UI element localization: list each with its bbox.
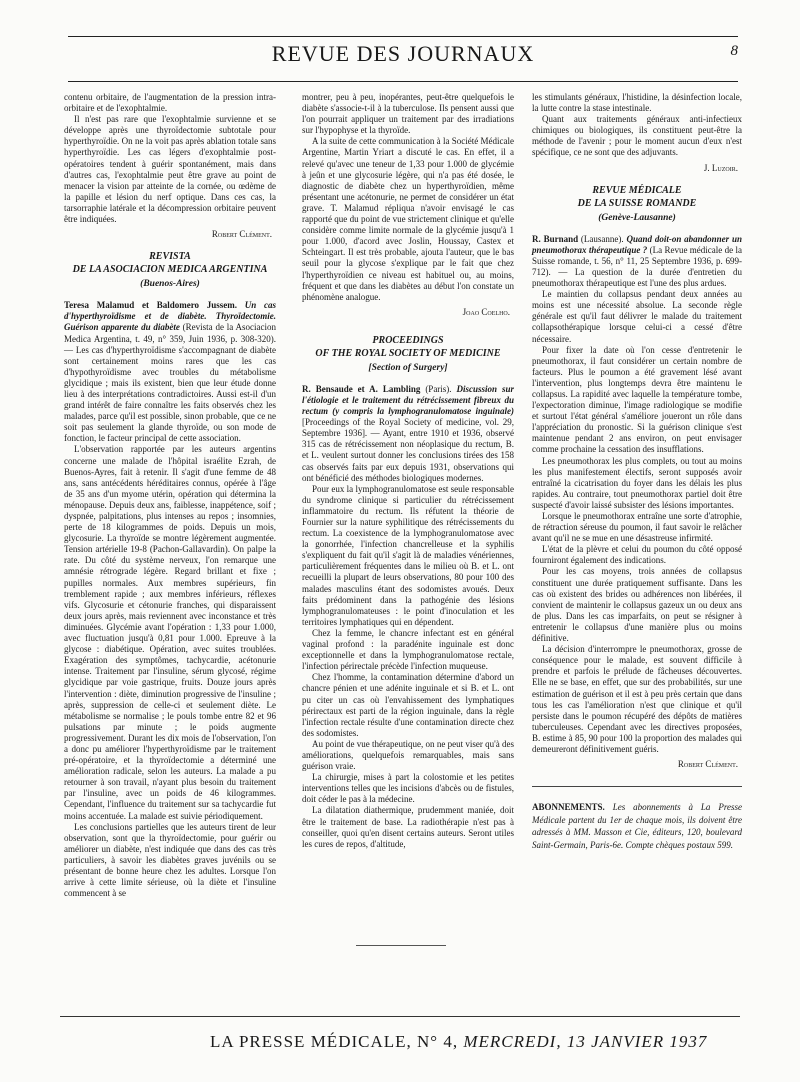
- article-entry: [64, 300, 276, 444]
- article-title: Quand doit-on abandonner un pneumothorax thérapeutique ?: [532, 233, 742, 255]
- paragraph: La chirurgie, mises à part la colostomie et les petites interventions telles que les incisions d'abcès ou de fistules, doit céder le pas à la médecine.: [302, 772, 514, 805]
- footer-text: [210, 1032, 707, 1052]
- journal-heading: PROCEEDINGS: [372, 334, 444, 346]
- column-1: [64, 92, 276, 899]
- article-authors: R. Burnand: [532, 233, 579, 244]
- paragraph: La décision d'interrompre le pneumothorax, grosse de conséquence pour le malade, est souvent difficile à prendre et parfois le prélude de fâcheuses découvertes. Elle ne se base, en effet, que sur des probabilités, sur une estimation de guérison et il est à peu près certain que dans tous les cas l'amélioration n'est que clinique et qu'il persiste dans le poumon récupéré des dépôts de matières tuberculeuses. Cependant avec les directives proposées, B. estime à 85, 90 pour 100 la proportion des malades qui demeureront définitivement guéris.: [532, 644, 742, 754]
- paragraph: Lorsque le pneumothorax entraîne une sorte d'atrophie, de rétraction séreuse du poumon, il faut savoir le relâcher avant qu'il ne se mue en une désastreuse infirmité.: [532, 511, 742, 544]
- paragraph: Il n'est pas rare que l'exophtalmie survienne et se développe après une thyroïdectomie subtotale pour hyperthyroïdie. On ne la voit pas après ablation totale sans hyperthyroïdie. Les cas légers d'exophtalmie post-opératoires tendent à guérir spontanément, mais dans d'autres cas, l'exophtalmie peut être grave au point de menacer la vision par atteinte de la cornée, ou œdème de la papille et lésion du nerf optique. Dans ces cas, la tarsorraphie latérale et la décompression orbitaire peuvent être indiquées.: [64, 114, 276, 225]
- article-city: (Lausanne).: [580, 233, 624, 244]
- article-authors: R. Bensaude et A. Lambling: [302, 383, 421, 394]
- paragraph: La dilatation diathermique, prudemment maniée, doit être le traitement de base. La radiothérapie n'est pas à conseiller, quoi qu'en disent certains auteurs. Seront utiles les cures de repos, d'altitude,: [302, 805, 514, 849]
- journal-heading-line2: DE LA ASOCIACION MEDICA ARGENTINA: [72, 264, 268, 276]
- article-reference: [Proceedings of the Royal Society of medicine, vol. 29, Septembre 1936]. — Ayant, entre 1910 et 1936, observé 315 cas de rétrécissement non néoplasique du rectum, B. et L. veulent surtout donner les conclusions tirées des 158 cas observés faits par eux depuis 1931, observations qui ont bénéficié des méthodes biologiques modernes.: [302, 417, 514, 483]
- subscription-label: ABONNEMENTS.: [532, 802, 605, 813]
- journal-city: (Genève-Lausanne): [598, 212, 676, 223]
- journal-heading-line2: DE LA SUISSE ROMANDE: [577, 197, 697, 209]
- paragraph: Au point de vue thérapeutique, on ne peut viser qu'à des améliorations, quelquefois remarquables, mais sans guérison vraie.: [302, 738, 514, 772]
- article-reference: (Revista de la Asociacion Medica Argentina, t. 49, n° 359, Juin 1936, p. 308-320). — Les cas d'hyperthyroïdisme s'accompagnant de diabète sont certainement moins rares que les cas d'hypothyroïdisme avec troubles du métabolisme glycidique ; mais ils existent, bien que leur étude donne lieu à des interprétations contradictoires. Aussi est-il d'un grand intérêt de faire connaître les faits observés chez les malades, parce qu'il est possible, sinon probable, que ce ne soit pas seulement la glande thyroïde, ou son mode de fonction, le facteur principal de cette association.: [64, 322, 277, 444]
- page-header: [68, 36, 738, 82]
- author-signature: Robert Clément.: [677, 759, 738, 770]
- subscription-text: Les abonnements à La Presse Médicale partent du 1er de chaque mois, ils doivent être adressés à MM. Masson et Cie, éditeurs, 120, boulevard Saint-Germain, Paris-6e. Compte chèques postaux 599.: [532, 802, 742, 850]
- journal-heading-line2: OF THE ROYAL SOCIETY OF MEDICINE: [315, 347, 501, 359]
- footer-day: MERCREDI,: [463, 1032, 562, 1051]
- paragraph: les stimulants généraux, l'histidine, la désinfection locale, la lutte contre la stase intestinale.: [532, 92, 742, 114]
- journal-section: [Section of Surgery]: [368, 362, 448, 373]
- article-entry: [302, 384, 514, 484]
- article-authors: Teresa Malamud et Baldomero Jussem.: [64, 300, 238, 311]
- section-title: REVUE DES JOURNAUX: [271, 41, 535, 66]
- paragraph: Chez l'homme, la contamination détermine d'abord un chancre pénien et une adénite inguinale et si B. et L. ont pu citer un cas où l'envahissement des lymphatiques périrectaux est parti de la région inguinale, dans la règle l'infection rectale résulte d'une contamination directe chez des sodomistes.: [302, 672, 514, 738]
- journal-heading: REVUE MÉDICALE: [592, 184, 682, 196]
- paragraph: Les pneumothorax les plus complets, ou tout au moins les plus manifestement électifs, seront supposés avoir entraîné la cicatrisation du foyer dans les délais les plus rapides. Au contraire, tout pneumothorax partiel doit être suspecté d'avoir laissé subsister des lésions importantes.: [532, 455, 742, 510]
- paragraph: L'état de la plèvre et celui du poumon du côté opposé fourniront également des indications.: [532, 544, 742, 566]
- article-title: Discussion sur l'étiologie et le traitement du rétrécissement fibreux du rectum (y compris la lymphogranulomatose inguinale): [302, 383, 515, 417]
- paragraph: A la suite de cette communication à la Société Médicale Argentine, Martin Yriart a discuté le cas. En effet, il a relevé qu'avec une teneur de 1,33 pour 1.000 de glycémie à jeûn et une glycosurie légère, qui n'a pas été dosée, le diagnostic de diabète chez un hyperthyroïdien, même présentant une acétonurie, ne permet de considérer un état grave. T. Malamud répliqua n'avoir envisagé le cas rapporté que du point de vue strictement clinique et qu'elle considère comme limite normale de la glycémie jusqu'à 1 pour 1.000, d'acord avec Joslin, Houssay, Castex et Schteingart. Il est très probable, ajouta l'auteur, que le bas seuil pour la glycose s'explique par le fait que chez l'hyperthyroïdien ce niveau est habituel ou, au moins, fréquent et que dans les diabètes au début l'on constate un phénomène analogue.: [302, 136, 514, 302]
- footer-number: N° 4,: [417, 1032, 459, 1051]
- column-2: [302, 92, 514, 850]
- author-signature: Joao Coelho.: [462, 306, 510, 317]
- author-signature: Robert Clément.: [211, 229, 272, 240]
- footer-date: 13 JANVIER 1937: [566, 1032, 708, 1051]
- journal-city: (Buenos-Aires): [140, 279, 200, 290]
- article-title: Un cas d'hyperthyroïdisme et de diabète. Thyroïdectomie. Guérison apparente du diabète: [64, 300, 276, 333]
- paragraph: Chez la femme, le chancre infectant est en général vaginal profond : la paradénite inguinale est donc exceptionnelle et dans la lymphogranulomatose rectale, l'infection périrectale précède l'infection muqueuse.: [302, 627, 514, 672]
- paragraph: Pour les cas moyens, trois années de collapsus constituent une durée pratiquement suffisante. Dans les cas où existent des brides ou adhérences non libérées, il convient de maintenir le collapsus gazeux un ou deux ans de plus. Dans les cas imparfaits, on peut se résigner à entretenir le collapsus d'une manière plus ou moins définitive.: [532, 566, 742, 644]
- paragraph: Pour eux la lymphogranulomatose est seule responsable du syndrome clinique si particulier du rétrécissement inflammatoire du rectum. Ils réfutent la théorie de Fournier sur la nature syphilitique des rétrécissements du rectum. La coexistence de la lymphogranulomatose avec la gonorrhée, l'infection chancrelleuse et la syphilis s'expliquent du fait qu'il s'agit là de maladies vénériennes, particulièrement fréquentes dans le milieu où B. et L. ont recueilli la plupart de leurs observations, 80 pour 100 des malades masculins étant des sodomistes avoués. Deux faits prédominent dans la pathogénie des lésions lymphogranulomateuses : le point d'inoculation et les territoires lymphatiques qui en dépendent.: [302, 483, 514, 627]
- paragraph: Quant aux traitements généraux anti-infectieux chimiques ou biologiques, ils constituent peut-être la méthode de l'avenir ; pour le moment aucun d'eux n'est spécifique, ce ne sont que des adjuvants.: [532, 114, 742, 158]
- article-reference: (La Revue médicale de la Suisse romande, t. 56, n° 11, 25 Septembre 1936, p. 699-712). — La question de la durée d'entretien du pneumothorax thérapeutique est l'une des plus ardues.: [532, 244, 742, 289]
- footer-rule: [60, 1016, 740, 1017]
- paragraph: L'observation rapportée par les auteurs argentins concerne une malade de l'hôpital israélite Ezrah, de Buenos-Ayres, fait à retenir. Il s'agit d'une femme de 48 ans, sans antécédents héréditaires connus, opérée à l'âge de 35 ans d'un myome utérin, opération qui détermina la ménopause. Depuis deux ans, faiblesse, inappétence, soif ; dyspnée, palpitations, plus intenses au repos ; insomnies, perte de 18 kilogrammes de poids. Depuis un mois, glycosurie. La thyroïde se montre légèrement augmentée. Tension artérielle 19-8 (Pachon-Gallavardin). On palpe la rate. Du côté du système nerveux, l'on remarque une amnésie rétrograde légère. Regard brillant et fixe ; pupilles normales. Aux membres supérieurs, fin tremblement rapide ; aux membres inférieurs, réflexes vifs. Glycosurie et cétonurie franches, qui disparaissent deux jours après, mais reviennent avec inconstance et très diminuées. Glycémie avant l'opération : 1,33 pour 1.000, avec fluctuation jusqu'à 0,81 pour 1.000. Epreuve à la glycose : diabétique. Opération, avec suites troublées. Exagération des symptômes, tachycardie, acétonurie intense. Traitement par l'insuline, sérum glycosé, régime glycidique par voie gastrique, fruits. Douze jours après l'intervention : diète, diminution progressive de l'insuline ; après, suppression de celle-ci et seulement diète. Le métabolisme se normalise ; le pouls tombe entre 82 et 96 pulsations par minute ; le poids augmente progressivement. Durant les dix mois de l'observation, l'on a donc pu améliorer l'hyperthyroïdisme par le traitement pré-opératoire, et la thyroïdectomie a déterminé une amélioration radicale, selon les auteurs. La malade a pu retourner à son travail, n'ayant plus besoin du traitement par l'insuline, avec un poids de 46 kilogrammes. Cependant, l'influence du traitement sur sa tachycardie fut moins accentuée. La malade est suivie périodiquement.: [64, 444, 276, 821]
- article-city: (Paris).: [425, 383, 452, 394]
- paragraph: contenu orbitaire, de l'augmentation de la pression intra-orbitaire et de l'exophtalmie.: [64, 92, 276, 114]
- page-number: 8: [730, 43, 738, 59]
- paragraph: montrer, peu à peu, inopérantes, peut-être quelquefois le diabète s'associe-t-il à la tuberculose. Ils pensent aussi que l'on pourrait appliquer un traitement par des irradiations sur l'hypophyse et la thyroïde.: [302, 92, 514, 136]
- footer-journal: LA PRESSE MÉDICALE,: [210, 1032, 412, 1051]
- article-entry: [532, 234, 742, 289]
- paragraph: Le maintien du collapsus pendant deux années au moins est une nécessité absolue. La seconde règle générale est qu'il faut délivrer le malade du traitement collapsothérapique lorsque celui-ci a cessé d'être nécessaire.: [532, 289, 742, 344]
- column-3: [532, 92, 742, 852]
- paragraph: Les conclusions partielles que les auteurs tirent de leur observation, sont que la thyroïdectomie, pour guérir ou améliorer un diabète, n'est indiquée que dans des cas très particuliers, à savoir les diabètes graves juvénils ou se présentant de bonne heure chez les adultes. Lorsque l'on arrive à cette limite sérieuse, où la diète et l'insuline commencent à se: [64, 821, 276, 899]
- paragraph: Pour fixer la date où l'on cesse d'entretenir le pneumothorax, il faut considérer un certain nombre de facteurs. Plus le poumon a été gravement lésé avant l'intervention, plus longtemps devra être maintenu le collapsus. La rapidité avec laquelle la température tombe, l'expectoration diminue, l'image radiologique se modifie et surtout l'état général s'améliore joueront un rôle dans l'appréciation du pronostic. Si la guérison clinique s'est maintenue pendant 2 ans environ, on peut envisager comme prochaine la cessation des insufflations.: [532, 344, 742, 455]
- author-signature: J. Luzoir.: [703, 162, 738, 173]
- ornament-rule: [356, 945, 446, 946]
- journal-heading: REVISTA: [149, 251, 191, 263]
- subscription-notice: [532, 786, 742, 851]
